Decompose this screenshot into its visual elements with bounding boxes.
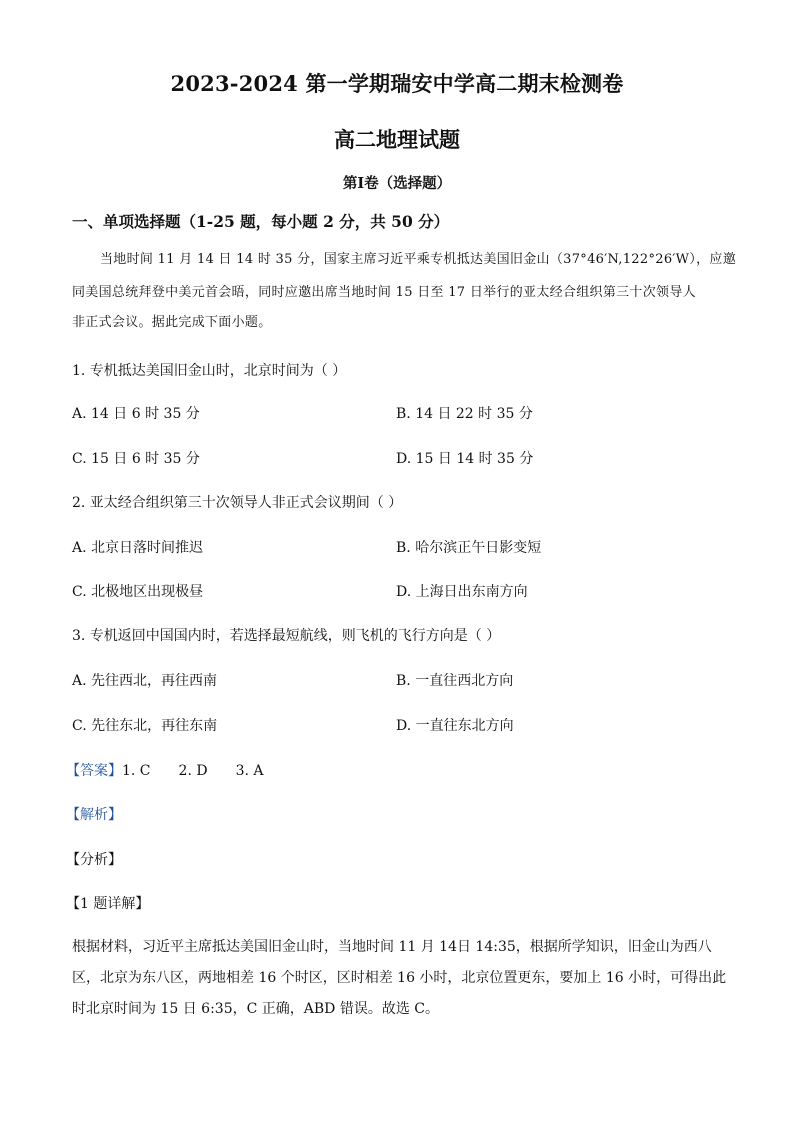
question-2-option-b: B. 哈尔滨正午日影变短 [396,540,542,556]
question-2-option-d: D. 上海日出东南方向 [396,584,528,600]
answer-item-3: 3. A [235,763,264,779]
question-1-option-d: D. 15 日 14 时 35 分 [396,451,534,467]
question-3-option-c: C. 先往东北，再往东南 [72,718,218,734]
answer-row [66,760,264,780]
part-heading: 一、单项选择题（1-25 题，每小题 2 分，共 50 分） [72,212,450,231]
question-2-stem: 2. 亚太经合组织第三十次领导人非正式会议期间（ ） [72,495,403,511]
passage-line-1: 当地时间 11 月 14 日 14 时 35 分，国家主席习近平乘专机抵达美国旧金山（37°46′N,122°26′W），应邀 [100,252,737,267]
section-title: 第Ⅰ卷（选择题） [342,175,452,192]
question-1-option-c: C. 15 日 6 时 35 分 [72,451,200,467]
exam-subject-title: 高二地理试题 [334,127,460,152]
question-2-option-c: C. 北极地区出现极昼 [72,584,204,600]
detail-line-2: 区，北京为东八区，两地相差 16 个时区，区时相差 16 小时，北京位置更东，要加上 16 小时，可得出此 [72,970,727,986]
passage-line-3: 非正式会议。据此完成下面小题。 [72,315,272,330]
detail-line-3: 时北京时间为 15 日 6:35，C 正确，ABD 错误。故选 C。 [72,1001,439,1017]
detail-line-1: 根据材料，习近平主席抵达美国旧金山时，当地时间 11 月 14日 14:35，根据所学知识，旧金山为西八 [72,939,712,955]
analysis-label: 【解析】 [66,807,122,823]
question-1-option-b: B. 14 日 22 时 35 分 [396,406,533,422]
exam-main-title: 2023-2024 第一学期瑞安中学高二期末检测卷 [170,71,624,96]
question-1-stem: 1. 专机抵达美国旧金山时，北京时间为（ ） [72,363,347,379]
question-3-option-a: A. 先往西北，再往西南 [72,673,218,689]
passage-line-2: 同美国总统拜登中美元首会晤，同时应邀出席当地时间 15 日至 17 日举行的亚太经合组织第三十次领导人 [72,285,696,300]
answer-label: 【答案】 [66,763,122,779]
question-1-option-a: A. 14 日 6 时 35 分 [72,406,200,422]
question-3-stem: 3. 专机返回中国国内时，若选择最短航线，则飞机的飞行方向是（ ） [72,628,501,644]
detail-label-q1: 【1 题详解】 [66,896,150,912]
answer-item-2: 2. D [178,763,208,779]
question-2-option-a: A. 北京日落时间推迟 [72,540,204,556]
question-3-option-b: B. 一直往西北方向 [396,673,514,689]
question-3-option-d: D. 一直往东北方向 [396,718,514,734]
answer-item-1: 1. C [122,763,151,779]
fenxi-label: 【分析】 [66,852,122,868]
